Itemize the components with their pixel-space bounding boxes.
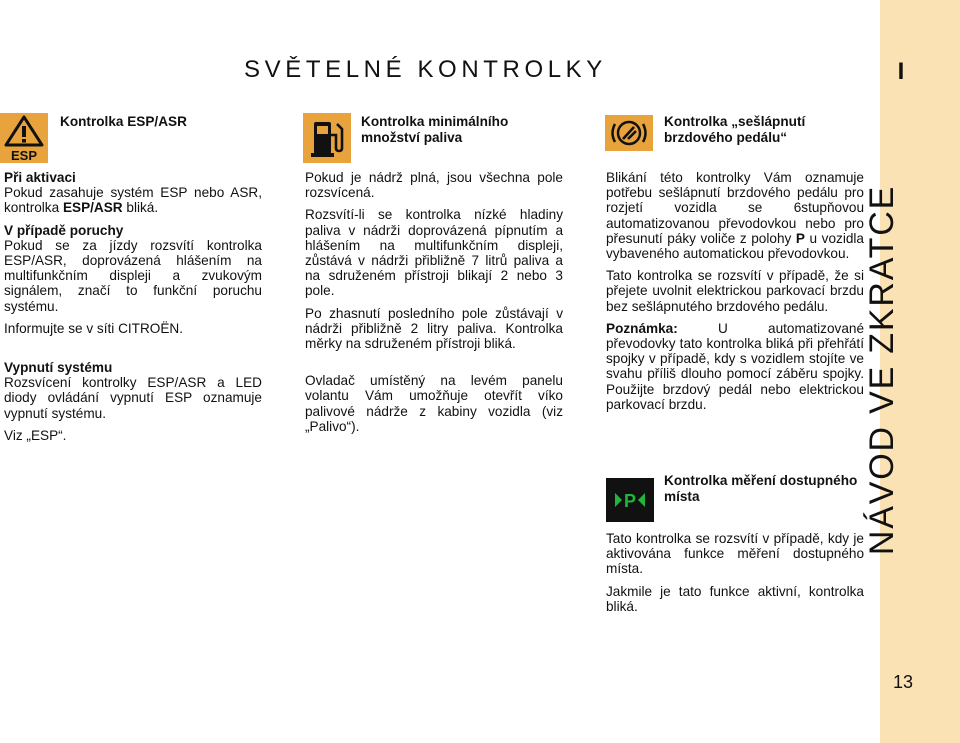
parking-space-measure-icon [606, 478, 654, 522]
parking-icon-text: P [623, 491, 637, 511]
brake-pedal-icon [605, 115, 653, 151]
brake-heading: Kontrolka „sešlápnutí brzdového pedálu“ [664, 114, 806, 145]
chapter-label: NÁVOD VE ZKRATCE [863, 184, 901, 556]
esp-off-title: Vypnutí systému [4, 360, 113, 376]
fuel-column [305, 170, 563, 441]
esp-fault-text: Pokud se za jízdy rozsvítí kontrolka ESP/ASR, doprovázená hlášením na multifunkčním displeji a zvukovým signálem, značí to funkční poruchu systému. [4, 237, 262, 314]
brake-text-1: Blikání této kontrolky Vám oznamuje potřebu sešlápnutí brzdového pedálu pro rozjetí vozidla se 6stupňovou automatizovanou převodovkou nebo pro přesunutí páky voliče z polohy P u vozidla vybaveného automatickou převodovkou. [606, 170, 864, 262]
esp-off-ref: Viz „ESP“. [4, 427, 67, 443]
esp-activation-title: Při aktivaci [4, 170, 76, 185]
parking-heading: Kontrolka měření dostupného místa [664, 473, 858, 504]
fuel-text-2: Rozsvítí-li se kontrolka nízké hladiny paliva v nádrži doprovázená pípnutím a hlášením na multifunkčním displeji, zůstává v nádrži přibližně 7 litrů paliva a na sdruženém přístroji blikají 2 nebo 3 pole. [305, 207, 563, 299]
chapter-mark: I [897, 58, 905, 85]
fuel-text-3: Po zhasnutí posledního pole zůstávají v nádrži přibližně 2 litry paliva. Kontrolka měrky na sdruženém přístroji bliká. [305, 305, 563, 352]
esp-fault-title: V případě poruchy [4, 222, 124, 238]
fuel-heading: Kontrolka minimálního množství paliva [361, 114, 509, 145]
esp-column [4, 170, 262, 450]
brake-text-2: Tato kontrolka se rozsvítí v případě, že si přejete uvolnit elektrickou parkovací brzdu bez sešlápnutého brzdového pedálu. [606, 268, 864, 314]
parking-column [606, 531, 864, 621]
esp-icon-text: ESP [10, 148, 38, 163]
page-number: 13 [892, 672, 914, 692]
fuel-pump-icon [303, 113, 351, 163]
esp-heading: Kontrolka ESP/ASR [60, 114, 187, 129]
esp-fault-info: Informujte se v síti CITROËN. [4, 320, 184, 336]
brake-column [606, 170, 864, 419]
page-title: SVĚTELNÉ KONTROLKY [244, 56, 607, 83]
fuel-text-4: Ovladač umístěný na levém panelu volantu Vám umožňuje otevřít víko palivové nádrže z kabiny vozidla (viz „Palivo“). [305, 373, 563, 434]
esp-warning-icon [0, 113, 48, 163]
esp-activation-text: Pokud zasahuje systém ESP nebo ASR, kontrolka ESP/ASR bliká. [4, 185, 262, 216]
fuel-text-1: Pokud je nádrž plná, jsou všechna pole rozsvícená. [305, 170, 563, 201]
esp-off-text: Rozsvícení kontrolky ESP/ASR a LED diody ovládání vypnutí ESP oznamuje vypnutí systému. [4, 375, 262, 421]
parking-text-2: Jakmile je tato funkce aktivní, kontrolka bliká. [606, 583, 864, 614]
parking-text-1: Tato kontrolka se rozsvítí v případě, kdy je aktivována funkce měření dostupného místa. [606, 531, 864, 577]
brake-note: Poznámka: U automatizované převodovky tato kontrolka bliká při přehřátí spojky v případě, kdy s vozidlem stojíte ve svahu příliš dlouho pomocí záběru spojky. Použijte brzdový pedál nebo elektrickou parkovací brzdu. [606, 320, 864, 412]
